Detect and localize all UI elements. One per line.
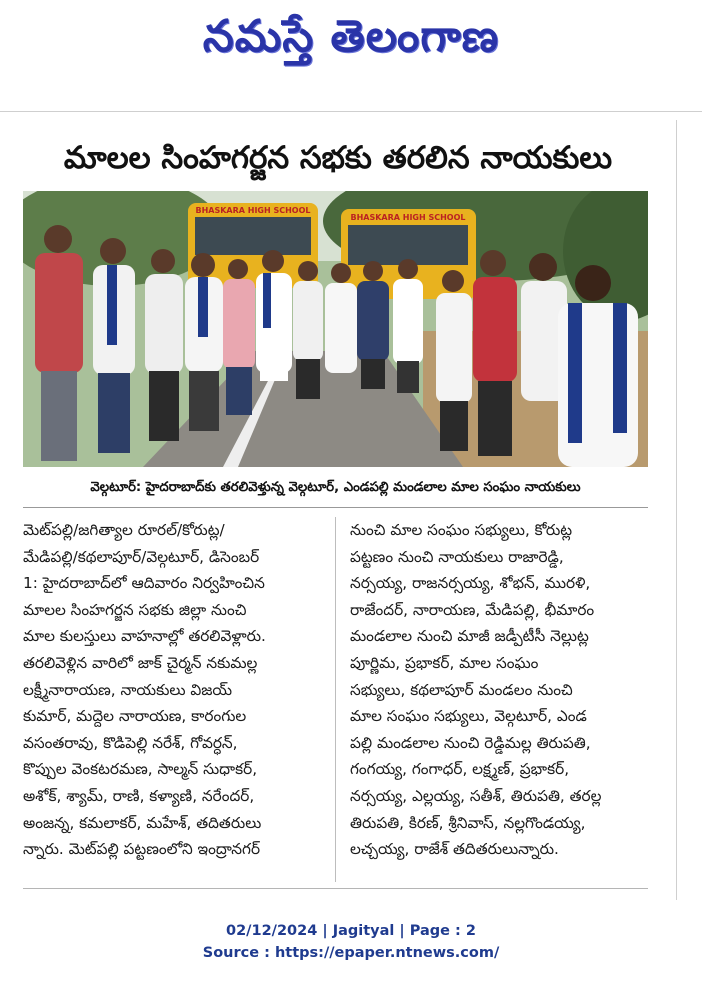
text-line: గంగయ్య, గంగాధర్, లక్ష్మణ్, ప్రభాకర్, <box>350 760 570 779</box>
page-right-border <box>676 120 677 900</box>
text-line: లక్ష్మీనారాయణ, నాయకులు విజయ్ <box>23 680 233 699</box>
text-line: పూర్ణిమ, ప్రభాకర్, మాల సంఘం <box>350 653 539 672</box>
text-line: కుమార్, మద్దెల నారాయణ, కారంగుల <box>23 707 247 726</box>
text-line: పట్టణం నుంచి నాయకులు రాజారెడ్డి, <box>350 547 564 566</box>
bus-sign-right: BHASKARA HIGH SCHOOL <box>350 213 466 222</box>
text-line: మాల కులస్తులు వాహనాల్లో తరలివెళ్లారు. <box>23 627 266 646</box>
text-line: మెట్‌పల్లి/జగిత్యాల రూరల్/కోరుట్ల/ <box>23 521 225 539</box>
text-line: మేడిపల్లి/కథలాపూర్/వెల్గటూర్, డిసెంబర్ <box>23 547 260 566</box>
text-line: పల్లి మండలాల నుంచి రెడ్డిమల్ల తిరుపతి, <box>350 733 591 752</box>
article-photo <box>23 191 648 467</box>
text-line: మాల సంఘం సభ్యులు, వెల్గటూర్, ఎండ <box>350 707 587 726</box>
text-line: మండలాల నుంచి మాజీ జడ్పీటీసీ నెల్లుట్ల <box>350 627 589 646</box>
page-footer <box>0 920 702 964</box>
masthead-title: నమస్తే తెలంగాణ <box>202 11 500 62</box>
newspaper-masthead <box>0 0 702 84</box>
text-line: నర్సయ్య, ఎల్లయ్య, సతీశ్, తిరుపతి, తరల్ల <box>350 786 602 805</box>
footer-source-link[interactable]: Source : https://epaper.ntnews.com/ <box>202 945 500 961</box>
text-line: అశోక్, శ్యామ్, రాణి, కళ్యాణి, నరేందర్, <box>23 786 255 805</box>
text-line: రాజేందర్, నారాయణ, మేడిపల్లి, భీమారం <box>350 600 595 619</box>
text-line: మాలల సింహగర్జన సభకు జిల్లా నుంచి <box>23 600 247 619</box>
text-line: నర్సయ్య, రాజనర్సయ్య, శోభన్, మురళి, <box>350 574 591 593</box>
text-line: సభ్యులు, కథలాపూర్ మండలం నుంచి <box>350 680 573 699</box>
text-line: తరలివెళ్లిన వారిలో జాక్ చైర్మన్ నకుమల్ల <box>23 653 258 672</box>
article-bottom-divider <box>23 888 648 889</box>
article-headline: మాలల సింహగర్జన సభకు తరలిన నాయకులు <box>63 140 613 176</box>
article-column-left <box>23 517 315 863</box>
text-line: న్నారు. మెట్‌పల్లి పట్టణంలోని ఇంద్రానగర్ <box>23 840 261 859</box>
text-line: 1: హైదరాబాద్‌లో ఆదివారం నిర్వహించిన <box>23 574 265 593</box>
photo-caption: వెల్గటూర్: హైదరాబాద్‌కు తరలివెళ్తున్న వెల్గటూర్, ఎండపల్లి మండలాల మాల సంఘం నాయకులు <box>90 480 581 495</box>
text-line: తిరుపతి, కిరణ్, శ్రీనివాస్, నల్లగొండయ్య, <box>350 813 586 832</box>
text-line: అంజన్న, కమలాకర్, మహేశ్, తదితరులు <box>23 813 262 832</box>
text-line: వసంతరావు, కొడిపెల్లి నరేశ్, గోవర్ధన్, <box>23 733 238 752</box>
bus-sign-left: BHASKARA HIGH SCHOOL <box>195 206 311 215</box>
footer-dateline: 02/12/2024 | Jagityal | Page : 2 <box>226 923 476 939</box>
text-line: కొప్పుల వెంకటరమణ, సాల్మన్ సుధాకర్, <box>23 760 258 779</box>
text-line: నుంచి మాల సంఘం సభ్యులు, కోరుట్ల <box>350 521 573 539</box>
article-column-right <box>350 517 642 863</box>
column-divider <box>335 517 336 882</box>
masthead-divider <box>0 111 702 112</box>
text-line: లచ్చయ్య, రాజేశ్ తదితరులున్నారు. <box>350 840 559 859</box>
caption-divider <box>23 507 648 508</box>
photo-illustration <box>23 191 648 467</box>
